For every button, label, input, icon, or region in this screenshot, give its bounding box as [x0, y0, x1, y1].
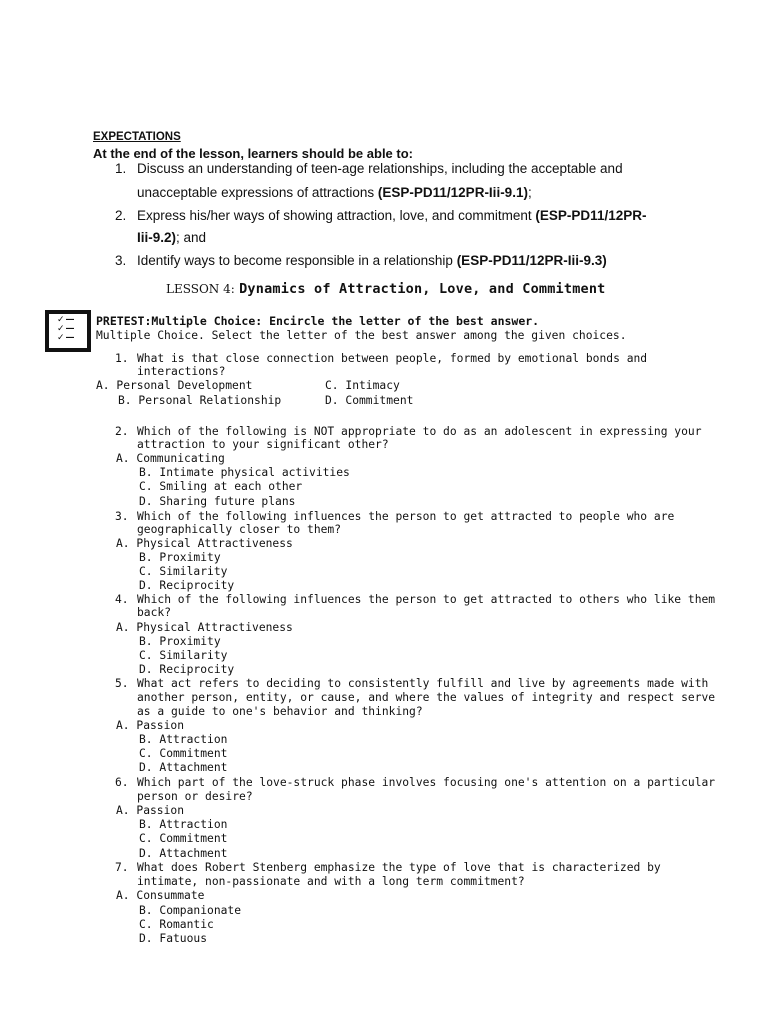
objective-code: Iii-9.2): [137, 230, 177, 245]
pretest-heading: PRETEST:Multiple Choice: Encircle the letter of the best answer.: [96, 314, 540, 328]
choice-c[interactable]: C. Commitment: [139, 832, 228, 845]
question-1-text-cont: interactions?: [137, 365, 226, 378]
choice-a[interactable]: A. Physical Attractiveness: [116, 621, 293, 634]
question-7-text-cont: intimate, non-passionate and with a long term commitment?: [137, 875, 525, 888]
objective-text-cont: unacceptable expressions of attractions (ESP-PD11/12PR-Iii-9.1);: [137, 185, 532, 200]
choice-a[interactable]: A. Personal Development: [96, 379, 253, 392]
choice-c[interactable]: C. Intimacy: [325, 379, 400, 392]
question-3-text-cont: geographically closer to them?: [137, 523, 342, 536]
objective-number: 1.: [115, 161, 127, 176]
question-1-text: What is that close connection between people, formed by emotional bonds and: [137, 352, 648, 365]
objective-code: (ESP-PD11/12PR-: [535, 208, 647, 223]
objective-text: Identify ways to become responsible in a relationship (ESP-PD11/12PR-Iii-9.3): [137, 253, 607, 268]
expectations-heading: EXPECTATIONS: [93, 131, 181, 143]
choice-b[interactable]: B. Proximity: [139, 635, 221, 648]
question-5-text: What act refers to deciding to consistently fulfill and live by agreements made with: [137, 677, 709, 690]
question-3-text: Which of the following influences the person to get attracted to people who are: [137, 510, 675, 523]
choice-d[interactable]: D. Reciprocity: [139, 663, 235, 676]
choice-c[interactable]: C. Smiling at each other: [139, 480, 303, 493]
question-5-text-cont: another person, entity, or cause, and where the values of integrity and respect serve: [137, 691, 716, 704]
expectations-intro: At the end of the lesson, learners should be able to:: [93, 146, 413, 161]
question-1-number: 1.: [115, 352, 129, 365]
objective-text: Express his/her ways of showing attraction, love, and commitment (ESP-PD11/12PR-: [137, 208, 647, 223]
choice-b[interactable]: B. Attraction: [139, 818, 228, 831]
objective-code: (ESP-PD11/12PR-Iii-9.1): [377, 185, 528, 200]
question-6-text: Which part of the love-struck phase involves focusing one's attention on a particular: [137, 776, 716, 789]
choice-c[interactable]: C. Commitment: [139, 747, 228, 760]
pretest-instruction: Multiple Choice. Select the letter of the best answer among the given choices.: [96, 329, 627, 342]
choice-a[interactable]: A. Passion: [116, 804, 185, 817]
question-5-text-cont: as a guide to one's behavior and thinking?: [137, 705, 423, 718]
choice-d[interactable]: D. Attachment: [139, 761, 228, 774]
choice-b[interactable]: B. Companionate: [139, 904, 242, 917]
choice-d[interactable]: D. Commitment: [325, 394, 414, 407]
question-2-text-cont: attraction to your significant other?: [137, 438, 389, 451]
choice-c[interactable]: C. Similarity: [139, 649, 228, 662]
question-4-text: Which of the following influences the person to get attracted to others who like them: [137, 593, 716, 606]
question-5-number: 5.: [115, 677, 129, 690]
choice-b[interactable]: B. Intimate physical activities: [139, 466, 350, 479]
objective-code: (ESP-PD11/12PR-Iii-9.3): [456, 253, 607, 268]
question-2-text: Which of the following is NOT appropriate to do as an adolescent in expressing your: [137, 425, 702, 438]
choice-d[interactable]: D. Attachment: [139, 847, 228, 860]
objective-number: 2.: [115, 208, 127, 223]
question-3-number: 3.: [115, 510, 129, 523]
choice-b[interactable]: B. Attraction: [139, 733, 228, 746]
objective-text-cont: Iii-9.2); and: [137, 230, 207, 245]
question-4-text-cont: back?: [137, 606, 172, 619]
objective-1: [115, 157, 675, 205]
objective-text: Discuss an understanding of teen-age relationships, including the acceptable and: [137, 161, 623, 176]
choice-a[interactable]: A. Consummate: [116, 889, 205, 902]
checklist-icon: ✓— ✓— ✓—: [45, 310, 91, 352]
choice-b[interactable]: B. Proximity: [139, 551, 221, 564]
objective-2: [115, 204, 675, 252]
question-7-text: What does Robert Stenberg emphasize the type of love that is characterized by: [137, 861, 661, 874]
choice-c[interactable]: C. Similarity: [139, 565, 228, 578]
question-6-number: 6.: [115, 776, 129, 789]
question-7-number: 7.: [115, 861, 129, 874]
choice-d[interactable]: D. Reciprocity: [139, 579, 235, 592]
question-2-number: 2.: [115, 425, 129, 438]
question-4-number: 4.: [115, 593, 129, 606]
choice-b[interactable]: B. Personal Relationship: [118, 394, 282, 407]
objective-3: [115, 249, 675, 273]
objective-number: 3.: [115, 253, 127, 268]
lesson-title: [166, 281, 606, 297]
choice-c[interactable]: C. Romantic: [139, 918, 214, 931]
choice-d[interactable]: D. Fatuous: [139, 932, 208, 945]
choice-d[interactable]: D. Sharing future plans: [139, 495, 296, 508]
choice-a[interactable]: A. Passion: [116, 719, 185, 732]
question-6-text-cont: person or desire?: [137, 790, 253, 803]
choice-a[interactable]: A. Communicating: [116, 452, 225, 465]
lesson-name: Dynamics of Attraction, Love, and Commitment: [239, 281, 606, 297]
lesson-label: LESSON 4:: [166, 282, 235, 296]
choice-a[interactable]: A. Physical Attractiveness: [116, 537, 293, 550]
